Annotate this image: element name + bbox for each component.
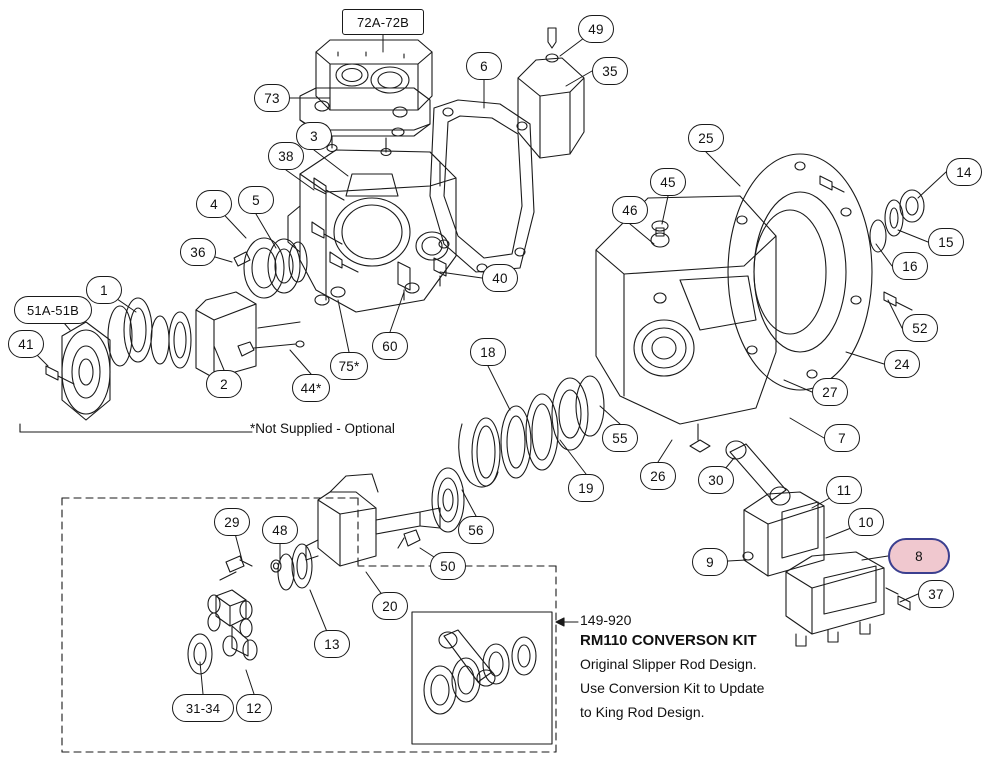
callout-balloon-46[interactable]: 46 — [612, 196, 648, 224]
callout-balloon-49[interactable]: 49 — [578, 15, 614, 43]
callout-balloon-16[interactable]: 16 — [892, 252, 928, 280]
callout-balloon-2[interactable]: 2 — [206, 370, 242, 398]
callout-balloon-1[interactable]: 1 — [86, 276, 122, 304]
callout-balloon-15[interactable]: 15 — [928, 228, 964, 256]
callout-balloon-52[interactable]: 52 — [902, 314, 938, 342]
callout-balloon-26[interactable]: 26 — [640, 462, 676, 490]
callout-balloon-5[interactable]: 5 — [238, 186, 274, 214]
callout-balloon-72a-72b[interactable]: 72A-72B — [342, 9, 424, 35]
callout-balloon-30[interactable]: 30 — [698, 466, 734, 494]
callout-balloon-35[interactable]: 35 — [592, 57, 628, 85]
callout-balloon-31-34[interactable]: 31-34 — [172, 694, 234, 722]
callout-balloon-55[interactable]: 55 — [602, 424, 638, 452]
kit-line-3: to King Rod Design. — [580, 704, 705, 720]
callout-balloon-10[interactable]: 10 — [848, 508, 884, 536]
callout-balloon-7[interactable]: 7 — [824, 424, 860, 452]
kit-code: 149-920 — [580, 612, 632, 628]
kit-title: RM110 CONVERSON KIT — [580, 632, 757, 649]
callout-balloon-27[interactable]: 27 — [812, 378, 848, 406]
callout-balloon-9[interactable]: 9 — [692, 548, 728, 576]
callout-balloon-44-[interactable]: 44* — [292, 374, 330, 402]
callout-balloon-29[interactable]: 29 — [214, 508, 250, 536]
callout-balloon-11[interactable]: 11 — [826, 476, 862, 504]
callout-balloon-18[interactable]: 18 — [470, 338, 506, 366]
callout-balloon-75-[interactable]: 75* — [330, 352, 368, 380]
callout-balloon-14[interactable]: 14 — [946, 158, 982, 186]
callout-balloon-50[interactable]: 50 — [430, 552, 466, 580]
callout-balloon-13[interactable]: 13 — [314, 630, 350, 658]
callout-balloon-56[interactable]: 56 — [458, 516, 494, 544]
callout-balloon-12[interactable]: 12 — [236, 694, 272, 722]
callout-balloon-36[interactable]: 36 — [180, 238, 216, 266]
callout-balloon-25[interactable]: 25 — [688, 124, 724, 152]
kit-line-1: Original Slipper Rod Design. — [580, 656, 757, 672]
callout-balloon-37[interactable]: 37 — [918, 580, 954, 608]
callout-balloon-24[interactable]: 24 — [884, 350, 920, 378]
callout-balloon-73[interactable]: 73 — [254, 84, 290, 112]
optional-note: *Not Supplied - Optional — [250, 421, 395, 436]
callout-balloon-3[interactable]: 3 — [296, 122, 332, 150]
callout-balloon-40[interactable]: 40 — [482, 264, 518, 292]
callout-balloon-19[interactable]: 19 — [568, 474, 604, 502]
callout-balloon-8[interactable]: 8 — [888, 538, 950, 574]
kit-line-2: Use Conversion Kit to Update — [580, 680, 765, 696]
callout-balloon-51a-51b[interactable]: 51A-51B — [14, 296, 92, 324]
callout-balloon-4[interactable]: 4 — [196, 190, 232, 218]
callout-balloon-6[interactable]: 6 — [466, 52, 502, 80]
callout-balloon-41[interactable]: 41 — [8, 330, 44, 358]
callout-balloon-38[interactable]: 38 — [268, 142, 304, 170]
callout-balloon-48[interactable]: 48 — [262, 516, 298, 544]
callout-balloon-45[interactable]: 45 — [650, 168, 686, 196]
callout-balloon-20[interactable]: 20 — [372, 592, 408, 620]
callout-balloon-60[interactable]: 60 — [372, 332, 408, 360]
